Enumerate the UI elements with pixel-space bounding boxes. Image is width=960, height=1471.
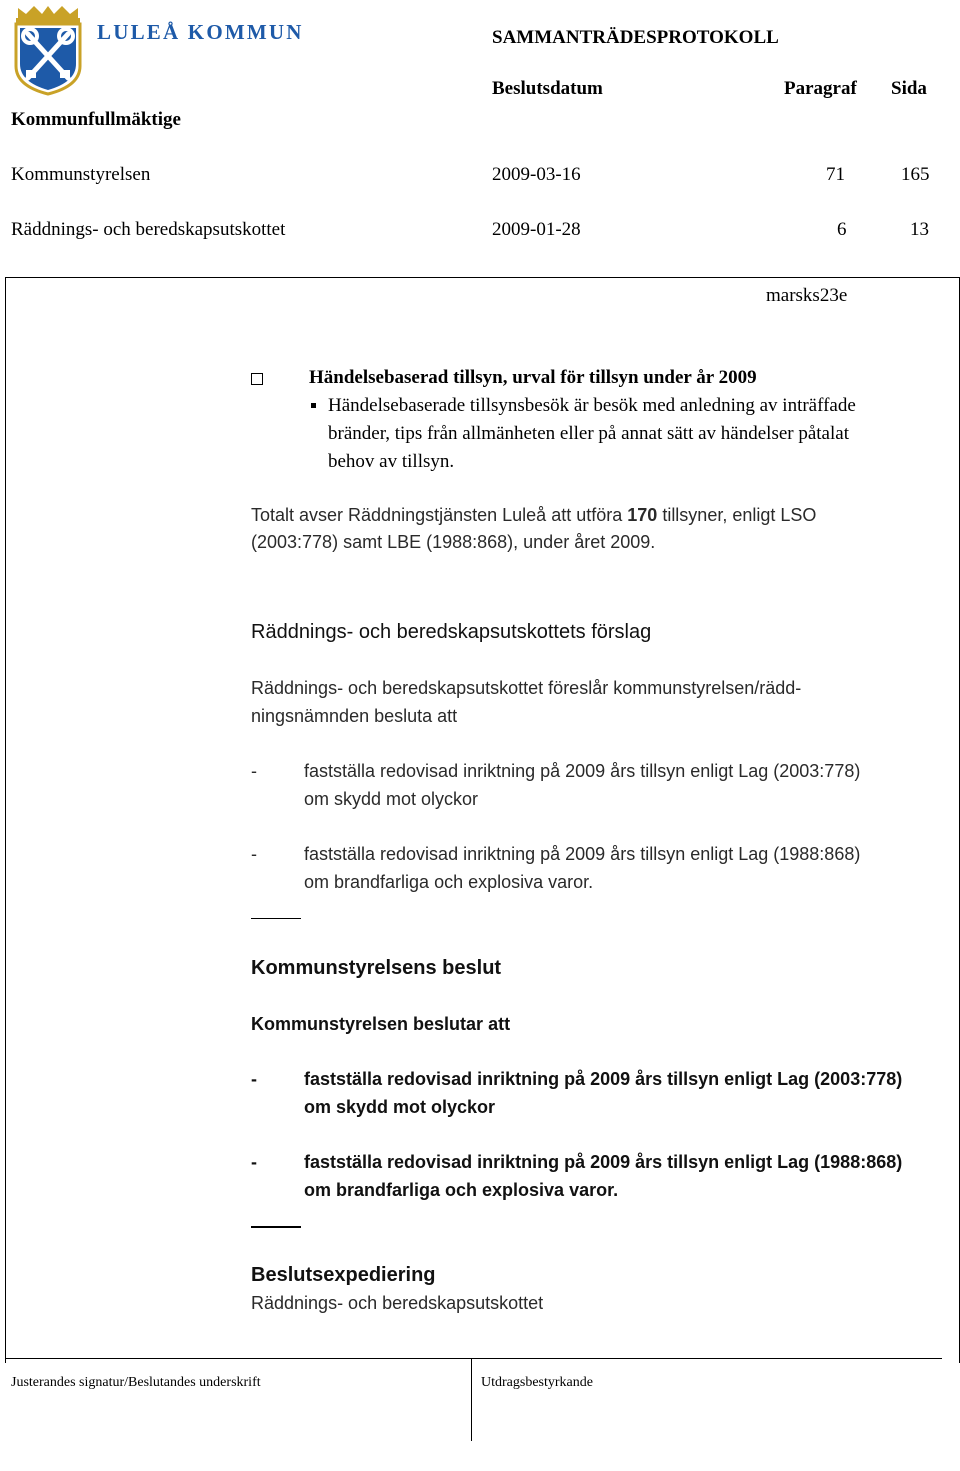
column-header-paragraph: Paragraf [784,78,857,99]
meeting-row-name: Kommunstyrelsen [11,164,151,185]
proposal-item-line: fastställa redovisad inriktning på 2009 års tillsyn enligt Lag (1988:868) [304,844,861,864]
decision-intro: Kommunstyrelsen beslutar att [251,1014,511,1034]
proposal-intro-line: ningsnämnden besluta att [251,706,458,726]
proposal-intro-line: Räddnings- och beredskapsutskottet föreslår kommunstyrelsen/rädd- [251,678,802,698]
checkbox-bullet-icon [251,373,263,385]
total-paragraph-line: (2003:778) samt LBE (1988:868), under året 2009. [251,532,656,552]
sub-bullet-line: Händelsebaserade tillsynsbesök är besök med anledning av inträffade [328,395,856,416]
bullet-heading: Händelsebaserad tillsyn, urval för tillsyn under år 2009 [309,367,757,388]
proposal-heading: Räddnings- och beredskapsutskottets förslag [251,621,652,643]
meeting-row-paragraph: 71 [826,164,845,185]
decision-item-line: fastställa redovisad inriktning på 2009 års tillsyn enligt Lag (1988:868) [304,1152,903,1172]
reference-code: marsks23e [766,285,848,306]
proposal-item-line: fastställa redovisad inriktning på 2009 års tillsyn enligt Lag (2003:778) [304,761,861,781]
sub-bullet-line: bränder, tips från allmänheten eller på annat sätt av händelser påtalat [328,423,849,444]
decision-item-dash: - [251,1069,257,1089]
decision-item-line: fastställa redovisad inriktning på 2009 års tillsyn enligt Lag (2003:778) [304,1069,903,1089]
signature-label: Justerandes signatur/Beslutandes underskrift [11,1375,261,1390]
total-paragraph-line [251,505,816,526]
square-bullet-icon [311,403,316,408]
meeting-row-paragraph: 6 [837,219,847,240]
total-text-b: tillsyner, enligt LSO [662,505,817,525]
organization-name: LULEÅ KOMMUN [97,20,304,44]
footer-top-rule [5,1358,942,1359]
section-divider [251,918,301,919]
decision-item-line: om skydd mot olyckor [304,1097,496,1117]
proposal-item-line: om brandfarliga och explosiva varor. [304,872,594,892]
proposal-item-line: om skydd mot olyckor [304,789,479,809]
meeting-row-page: 165 [901,164,930,185]
section-divider [251,1226,301,1228]
meeting-row-date: 2009-01-28 [492,219,581,240]
dispatch-heading: Beslutsexpediering [251,1264,436,1286]
decision-item-line: om brandfarliga och explosiva varor. [304,1180,619,1200]
column-header-date: Beslutsdatum [492,78,603,99]
extract-certification-label: Utdragsbestyrkande [481,1375,593,1390]
total-text-a: Totalt avser Räddningstjänsten Luleå att utföra [251,505,623,525]
proposal-item-dash: - [251,761,257,781]
dispatch-recipient: Räddnings- och beredskapsutskottet [251,1293,544,1313]
meeting-row-date: 2009-03-16 [492,164,581,185]
total-number: 170 [627,505,658,525]
proposal-item-dash: - [251,844,257,864]
column-header-page: Sida [891,78,927,99]
meeting-row-name: Räddnings- och beredskapsutskottet [11,219,286,240]
assembly-name: Kommunfullmäktige [11,109,181,130]
sub-bullet-line: behov av tillsyn. [328,451,455,472]
document-type-title: SAMMANTRÄDESPROTOKOLL [492,27,779,48]
municipality-coat-of-arms-logo [10,4,86,96]
meeting-row-page: 13 [910,219,929,240]
decision-item-dash: - [251,1152,257,1172]
footer-column-divider [471,1358,472,1441]
decision-heading: Kommunstyrelsens beslut [251,957,502,979]
